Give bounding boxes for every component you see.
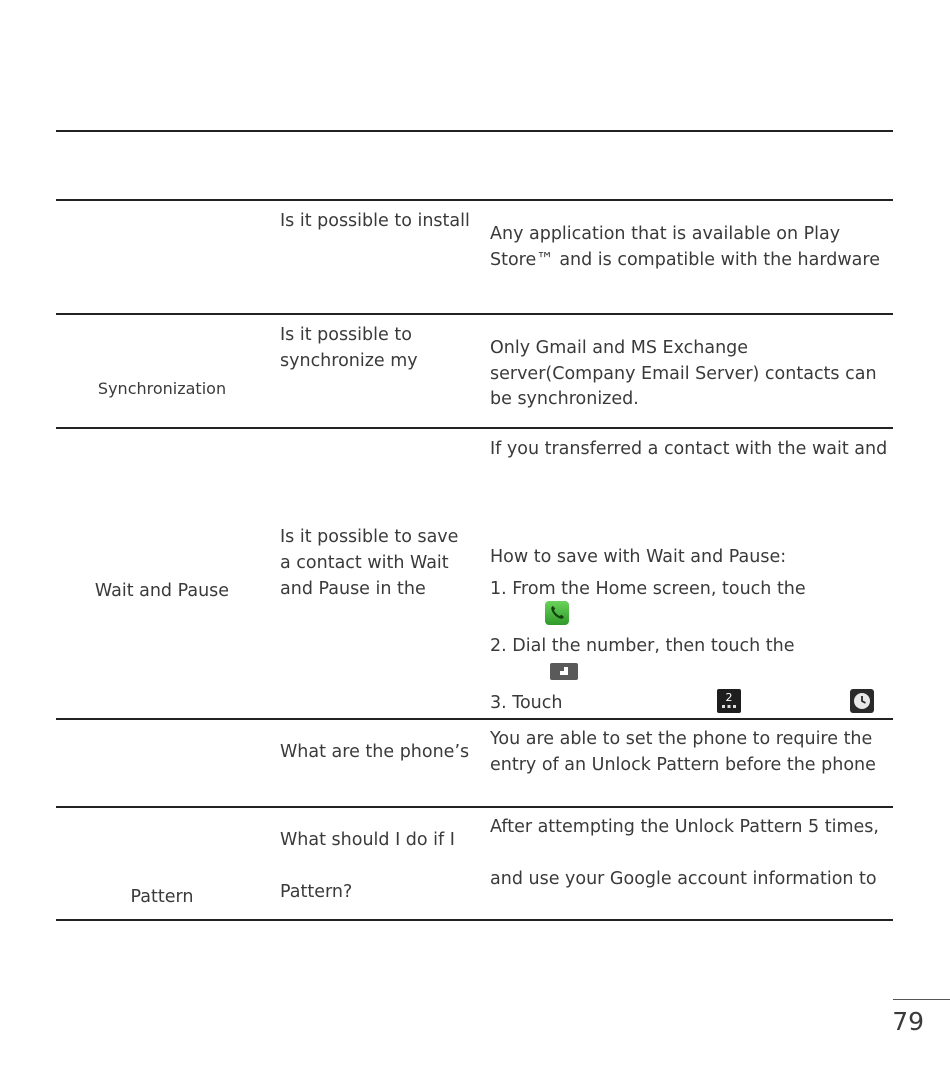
faq-question: What are the phone’s <box>280 742 470 762</box>
faq-answer-line: You are able to set the phone to require the <box>490 729 873 749</box>
phone-icon <box>545 601 569 625</box>
page-number-rule <box>893 999 950 1000</box>
faq-category: Wait and Pause <box>94 581 230 601</box>
table-bottom-rule <box>56 919 893 921</box>
row-divider <box>56 806 893 808</box>
faq-category: Pattern <box>130 887 194 907</box>
faq-answer-line: If you transferred a contact with the wait and <box>490 439 888 459</box>
dialpad-icon <box>717 689 741 713</box>
faq-question: Is it possible to install <box>280 211 470 231</box>
svg-text:2: 2 <box>725 691 733 704</box>
row-divider <box>56 718 893 720</box>
how-to-heading: How to save with Wait and Pause: <box>490 547 787 567</box>
row-divider <box>56 427 893 429</box>
table-header-rule <box>56 199 893 201</box>
step-text: 3. Touch <box>490 693 563 713</box>
faq-question-line: Is it possible to <box>280 325 412 345</box>
table-top-rule <box>56 130 893 132</box>
faq-answer-line: Store™ and is compatible with the hardware <box>490 250 880 270</box>
faq-answer-line: Any application that is available on Play <box>490 224 841 244</box>
faq-question-line: and Pause in the <box>280 579 426 599</box>
faq-question-line: Is it possible to save <box>280 527 459 547</box>
faq-answer-line: server(Company Email Server) contacts can <box>490 364 877 384</box>
row-divider <box>56 313 893 315</box>
faq-question-line: What should I do if I <box>280 830 455 850</box>
faq-answer-line: After attempting the Unlock Pattern 5 times, <box>490 817 879 837</box>
faq-question-line: Pattern? <box>280 882 353 902</box>
faq-answer-line: entry of an Unlock Pattern before the phone <box>490 755 876 775</box>
faq-answer-line: and use your Google account information to <box>490 869 877 889</box>
faq-question-line: a contact with Wait <box>280 553 449 573</box>
step-text: 1. From the Home screen, touch the <box>490 579 806 599</box>
page-number: 79 <box>892 1007 924 1036</box>
faq-answer-line: be synchronized. <box>490 389 639 409</box>
faq-category: Synchronization <box>97 379 227 398</box>
step-text: 2. Dial the number, then touch the <box>490 636 795 656</box>
faq-answer-line: Only Gmail and MS Exchange <box>490 338 749 358</box>
menu-icon <box>550 663 578 680</box>
clock-icon <box>850 689 874 713</box>
faq-question-line: synchronize my <box>280 351 418 371</box>
